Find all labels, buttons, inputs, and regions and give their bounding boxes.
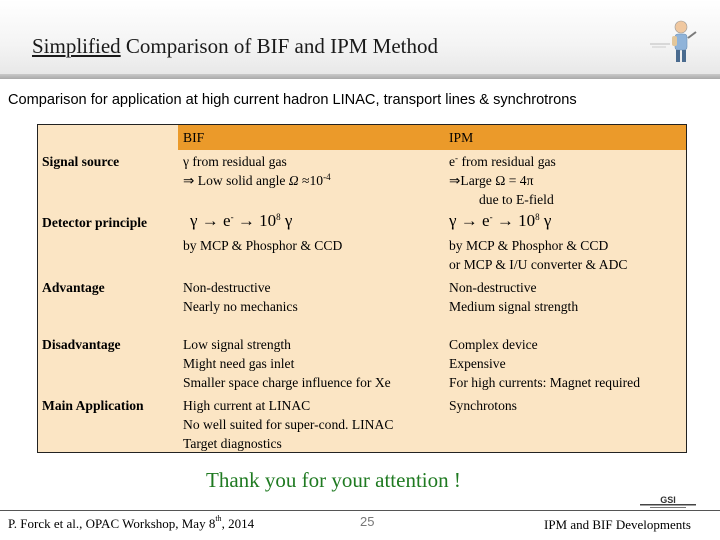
title-rest: Comparison of BIF and IPM Method	[120, 34, 438, 58]
ipm-detector-equation: $\gamma \to e^- \to 10^8$ γ	[449, 211, 552, 230]
bif-application-line: High current at LINAC	[183, 398, 311, 413]
ipm-detector-line3: or MCP & I/U converter & ADC	[449, 257, 628, 272]
comparison-table	[37, 124, 687, 453]
ipm-disadvantage-line: For high currents: Magnet required	[449, 375, 641, 390]
footer-title: IPM and BIF Developments	[544, 517, 691, 532]
bif-application-line: Target diagnostics	[183, 436, 282, 451]
row-label-main-application: Main Application	[42, 398, 144, 413]
header-bif: BIF	[183, 130, 205, 145]
bif-disadvantage-line: Low signal strength	[183, 337, 291, 352]
ipm-advantage-line: Medium signal strength	[449, 299, 579, 314]
bif-signal-line2: ⇒ Low solid angle $\Omega \approx 10^{-4}$	[183, 172, 331, 188]
footer-rule	[0, 510, 720, 511]
bif-disadvantage-line: Smaller space charge influence for Xe	[183, 375, 391, 390]
ipm-application-line: Synchrotons	[449, 398, 517, 413]
bif-advantage-line: Nearly no mechanics	[183, 299, 298, 314]
bif-detector-equation: $\gamma \to e^- \to 10^8$ γ	[190, 211, 293, 230]
row-label-detector-principle: Detector principle	[42, 215, 148, 230]
ipm-signal-line2: ⇒Large Ω = 4π	[449, 173, 534, 188]
gsi-logo	[640, 494, 696, 514]
ipm-disadvantage-line: Complex device	[449, 337, 538, 352]
page-number: 25	[360, 514, 375, 529]
scientist-figure-icon	[648, 14, 708, 66]
ipm-detector-line2: by MCP & Phosphor & CCD	[449, 238, 609, 253]
bif-application-line: No well suited for super-cond. LINAC	[183, 417, 394, 432]
bif-detector-line2: by MCP & Phosphor & CCD	[183, 238, 343, 253]
bif-disadvantage-line: Might need gas inlet	[183, 356, 295, 371]
svg-text:GSI: GSI	[660, 495, 676, 505]
table-header-band	[178, 125, 686, 150]
row-label-disadvantage: Disadvantage	[42, 337, 121, 352]
header-ipm: IPM	[449, 130, 474, 145]
slide-subtitle: Comparison for application at high current hadron LINAC, transport lines & synchrotrons	[8, 92, 577, 108]
row-label-advantage: Advantage	[42, 280, 105, 295]
bif-signal-line1: γ from residual gas	[183, 154, 287, 169]
bif-advantage-line: Non-destructive	[183, 280, 271, 295]
thank-you-message: Thank you for your attention !	[206, 468, 461, 492]
slide-title	[32, 34, 438, 59]
ipm-signal-line1: e- from residual gas	[449, 153, 556, 169]
footer-citation: P. Forck et al., OPAC Workshop, May 8th, 2014	[8, 514, 255, 531]
title-underlined: Simplified	[32, 34, 121, 58]
ipm-disadvantage-line: Expensive	[449, 356, 506, 371]
row-label-signal-source: Signal source	[42, 154, 120, 169]
ipm-advantage-line: Non-destructive	[449, 280, 537, 295]
ipm-signal-line3: due to E-field	[479, 192, 554, 207]
header-rule	[0, 74, 720, 79]
